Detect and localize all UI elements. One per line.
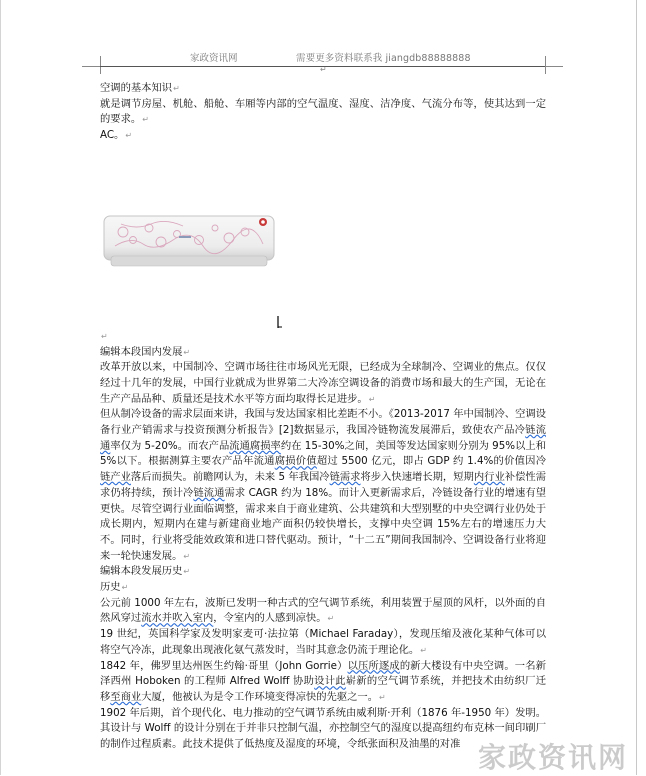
paragraph-history-2: 19 世纪，英国科学家及发明家麦可·法拉第（Michael Faraday），发现压缩及液化某种气体可以将空气冷冻，此现象出现液化氨气蒸发时，当时其意念仍流于理论化。↵ xyxy=(100,628,546,656)
crop-mark-top-right-h xyxy=(545,66,563,67)
crop-mark-top-left-h xyxy=(82,66,100,67)
heading-history: 历史↵ xyxy=(100,581,129,594)
paragraph-domestic-1: 改革开放以来，中国制冷、空调市场往往市场风光无限，已经成为全球制冷、空调业的焦点。仅仅经过十几年的发展，中国行业就成为世界第二大冷冻空调设备的消费市场和最大的生产国，无论在生产产品品种、质量还是技术水平等方面均取得长足进步。↵ xyxy=(100,361,546,405)
paragraph-history-3: 1842 年，佛罗里达州医生约翰·哥里（John Gorrie）以压所逐成的新大楼设有中央空调。一名新泽西州 Hoboken 的工程师 Alfred Wolff 协助设计此崭新的空气调节系统，并把技术由纺织厂迁移至商业大厦，他被认为是令工作环境变得凉快的先驱之一。↵ xyxy=(100,659,547,703)
heading-basic-knowledge: 空调的基本知识↵ xyxy=(100,82,180,94)
paragraph-history-1: 公元前 1000 年左右，波斯已发明一种古式的空气调节系统，利用装置于屋顶的风杆，以外面的自然风穿过流水并吹入室内，令室内的人感到凉快。↵ xyxy=(100,596,546,625)
watermark-text: 家政资讯网 xyxy=(478,741,629,774)
paragraph-ac: AC。↵ xyxy=(100,129,133,142)
crop-mark-top-right-v xyxy=(545,56,546,74)
heading-domestic-development: 编辑本段国内发展↵ xyxy=(100,345,191,358)
header-paragraph-mark: ↵ xyxy=(320,65,327,74)
page-header[interactable] xyxy=(100,48,545,66)
document-body[interactable] xyxy=(100,81,546,753)
empty-paragraph: ↵ xyxy=(101,331,108,341)
text-cursor-icon xyxy=(277,316,283,328)
heading-history-section: 编辑本段发展历史↵ xyxy=(100,565,191,578)
paragraph-history-4: 1902 年后期，首个现代化、电力推动的空气调节系统由威利斯·开利（1876 年-1950 年）发明。其设计与 Wolff 的设计分别在于并非只控制气温，亦控制空气的湿度以提高纽约布克林一间印刷厂的制作过程质素。此技术提供了低热度及湿度的环境，令纸张面积及油墨的对准 xyxy=(100,706,546,751)
header-right-text: 需要更多资料联系我 jiangdb88888888 xyxy=(296,53,471,64)
page-left-edge xyxy=(0,0,1,775)
header-left-text: 家政资讯网 xyxy=(190,53,238,64)
page-right-edge xyxy=(636,0,637,775)
air-conditioner-image[interactable] xyxy=(103,210,275,270)
paragraph-definition: 就是调节房屋、机舱、船舱、车厢等内部的空气温度、湿度、洁净度、气流分布等，使其达到一定的要求。↵ xyxy=(100,97,546,126)
paragraph-domestic-2: 但从制冷设备的需求层面来讲，我国与发达国家相比差距不小。《2013-2017 年中国制冷、空调设备行业产销需求与投资预测分析报告》[2]数据显示，我国冷链物流发展滞后，致使农产品冷链流通率仅为 5-20%。而农产品流通腐损率约在 15-30%之间，美国等发达国家则分别为 95%以上和 5%以下。根据测算主要农产品年流通腐损价值超过 5500 亿元，即占 GDP 约 1.4%的价值因冷链产业落后而损失。前瞻网认为，未来 5 年我国冷链需求将步入快速增长期，短期内行业补偿性需求仍将持续，预计冷链流通需求 CAGR 约为 18%。而计入更新需求后，冷链设备行业的增速有望更快。尽管空调行业面临调整，需求来自于商业建筑、公共建筑和大型别墅的中央空调行业仍处于成长期内，短期内在建与新建商业地产面积仍较快增长，支撑中央空调 15%左右的增速压力大不。同时，行业将受能效政策和进口替代驱动。预计，“十二五”期间我国制冷、空调设备行业将迎来一轮快速发展。↵ xyxy=(100,408,547,562)
